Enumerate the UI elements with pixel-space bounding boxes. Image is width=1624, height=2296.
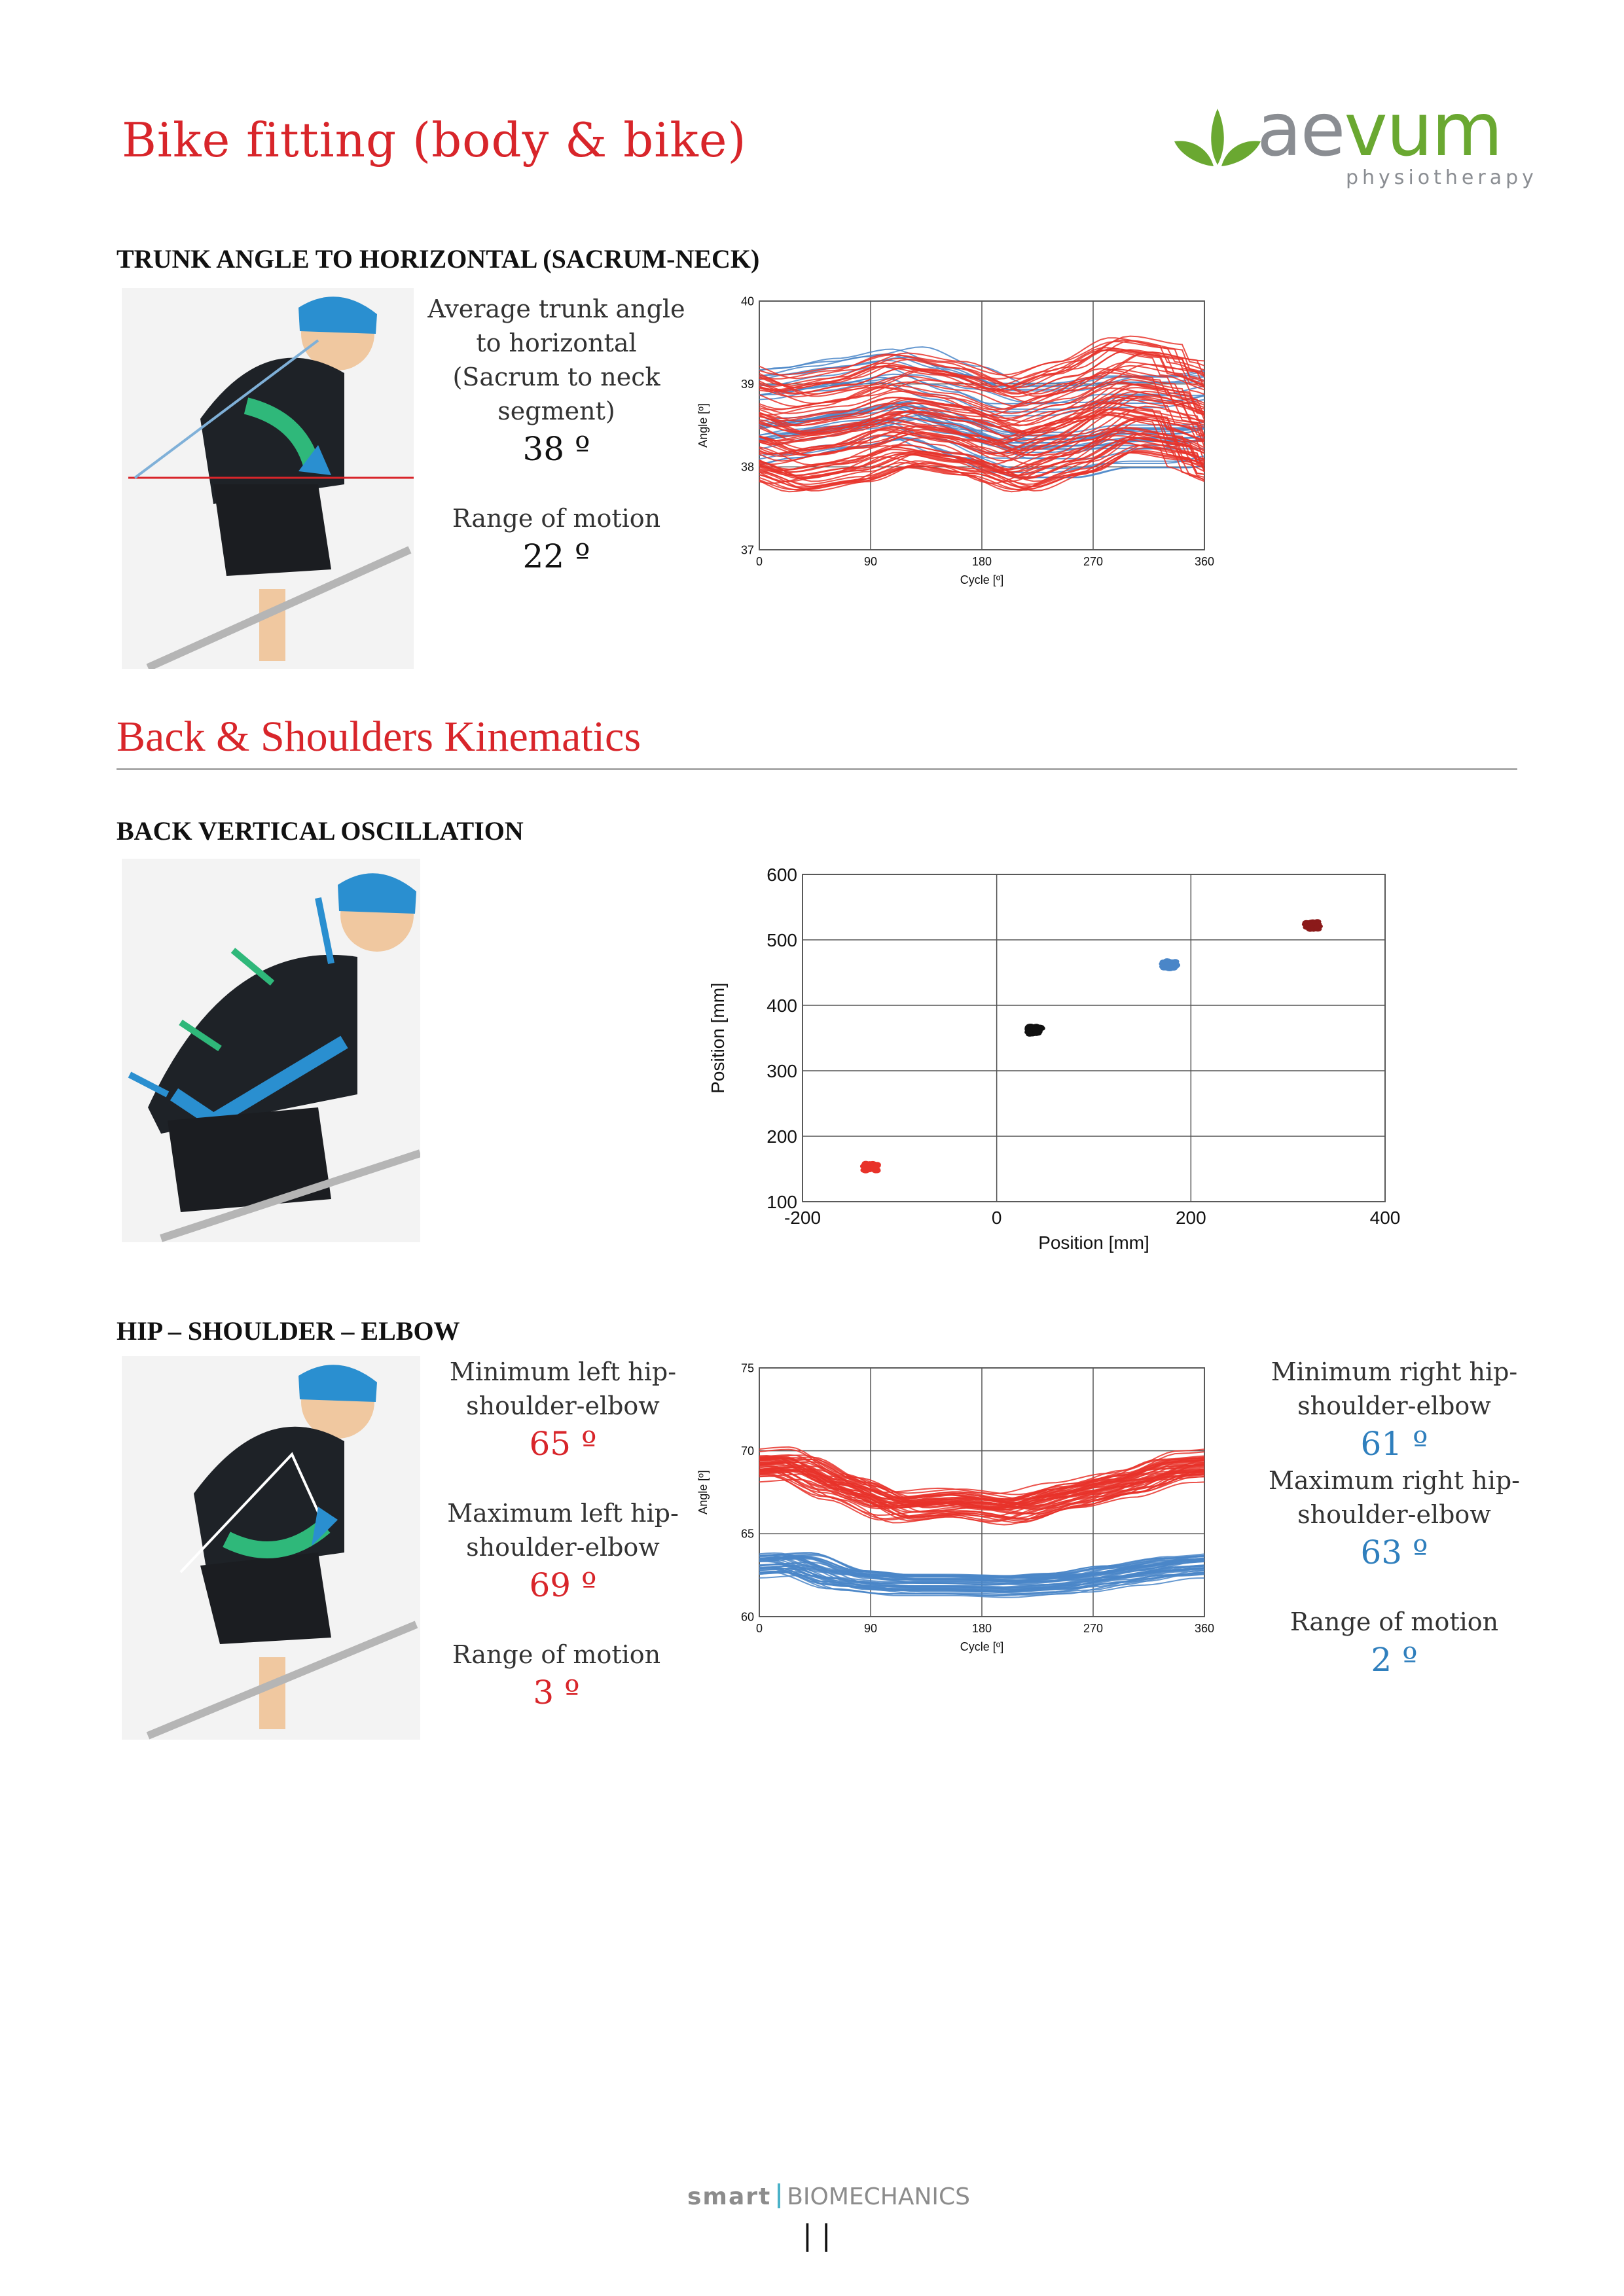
hse-max-right-value: 63 º — [1360, 1534, 1428, 1571]
trunk-avg-label: Average trunk angle to horizontal (Sacrum to neck segment) — [427, 295, 685, 425]
x-tick-label: 0 — [991, 1208, 1002, 1228]
hse-max-left-label: Maximum left hip-shoulder-elbow — [447, 1499, 679, 1562]
trunk-angle-chart — [687, 288, 1224, 589]
y-tick-label: 100 — [767, 1191, 797, 1212]
x-tick-label: 360 — [1194, 555, 1215, 568]
x-tick-label: 180 — [971, 555, 992, 568]
hse-rom-right-value: 2 º — [1371, 1641, 1418, 1679]
hse-min-left-value: 65 º — [529, 1425, 597, 1463]
y-tick-label: 500 — [767, 929, 797, 950]
page-number: | | — [803, 2219, 831, 2252]
hse-max-left-value: 69 º — [529, 1566, 597, 1604]
x-axis-label: Cycle [º] — [960, 1640, 1004, 1653]
x-tick-label: 200 — [1175, 1208, 1206, 1228]
plot-area — [803, 874, 1385, 1202]
y-tick-label: 39 — [740, 377, 754, 391]
rider-image-hse — [122, 1356, 420, 1740]
x-tick-label: 270 — [1083, 1622, 1104, 1635]
x-tick-label: 400 — [1369, 1208, 1401, 1228]
hip-shoulder-elbow-chart — [687, 1355, 1224, 1662]
y-axis-label: Angle [º] — [696, 403, 710, 448]
section-title: Back & Shoulders Kinematics — [117, 713, 641, 761]
leaf-icon — [1172, 105, 1263, 170]
hse-min-right-value: 61 º — [1360, 1425, 1428, 1463]
x-tick-label: 360 — [1194, 1622, 1215, 1635]
page-title: Bike fitting (body & bike) — [122, 113, 747, 168]
y-tick-label: 400 — [767, 995, 797, 1016]
x-axis-label: Cycle [º] — [960, 573, 1004, 586]
y-tick-label: 600 — [767, 864, 797, 885]
y-tick-label: 300 — [767, 1060, 797, 1081]
y-axis-label: Position [mm] — [708, 982, 728, 1094]
x-tick-label: 0 — [755, 555, 763, 568]
x-tick-label: 270 — [1083, 555, 1104, 568]
y-tick-label: 70 — [740, 1444, 754, 1458]
hse-min-right-label: Minimum right hip-shoulder-elbow — [1271, 1357, 1518, 1420]
scatter-point-blue — [1164, 958, 1172, 963]
x-tick-label: 0 — [755, 1622, 763, 1635]
logo-word-ae: ae — [1257, 88, 1344, 173]
hse-rom-right-label: Range of motion — [1290, 1607, 1499, 1636]
hse-rom-left-stat — [425, 1638, 687, 1713]
footer-brand — [687, 2183, 970, 2210]
hse-max-left-stat — [439, 1496, 687, 1606]
logo-subtitle: physiotherapy — [1346, 166, 1538, 189]
x-tick-label: 90 — [863, 555, 878, 568]
hse-min-left-label: Minimum left hip-shoulder-elbow — [449, 1357, 677, 1420]
y-tick-label: 200 — [767, 1126, 797, 1147]
y-tick-label: 60 — [740, 1610, 754, 1624]
y-tick-label: 65 — [740, 1527, 754, 1541]
trunk-avg-value: 38 º — [522, 430, 590, 468]
x-tick-label: 90 — [863, 1622, 878, 1635]
y-axis-label: Angle [º] — [696, 1470, 710, 1515]
hse-heading: HIP – SHOULDER – ELBOW — [117, 1316, 460, 1346]
back-oscillation-chart — [687, 857, 1420, 1263]
scatter-point-black — [1032, 1031, 1040, 1036]
y-tick-label: 40 — [740, 295, 754, 308]
section-divider — [117, 768, 1517, 770]
y-tick-label: 38 — [740, 460, 754, 474]
x-axis-label: Position [mm] — [1038, 1232, 1149, 1253]
y-tick-label: 37 — [740, 543, 754, 557]
trunk-rom-stat — [425, 501, 687, 577]
hse-max-right-label: Maximum right hip-shoulder-elbow — [1268, 1466, 1521, 1529]
hse-max-right-stat — [1263, 1463, 1525, 1573]
scatter-point-red — [863, 1166, 871, 1172]
footer-brand-divider — [778, 2183, 780, 2208]
logo-wordmark — [1257, 88, 1502, 173]
oscillation-heading: BACK VERTICAL OSCILLATION — [117, 816, 524, 846]
hse-rom-left-value: 3 º — [533, 1674, 580, 1712]
scatter-point-blue — [1172, 959, 1180, 964]
rider-image-trunk — [122, 288, 414, 669]
logo-word-vum: vum — [1344, 88, 1502, 173]
y-tick-label: 75 — [740, 1361, 754, 1375]
x-tick-label: -200 — [784, 1208, 821, 1228]
x-tick-label: 180 — [971, 1622, 992, 1635]
trunk-avg-stat — [425, 292, 687, 470]
hse-min-right-stat — [1263, 1355, 1525, 1465]
scatter-point-red — [870, 1166, 878, 1171]
trunk-rom-value: 22 º — [522, 537, 590, 575]
hse-rom-right-stat — [1263, 1605, 1525, 1681]
rider-image-oscillation — [122, 859, 420, 1242]
footer-brand-bold: smart — [687, 2183, 772, 2210]
footer-brand-light: BIOMECHANICS — [787, 2183, 971, 2210]
trunk-heading: TRUNK ANGLE TO HORIZONTAL (SACRUM-NECK) — [117, 244, 760, 274]
aevum-logo — [1172, 88, 1538, 190]
hse-rom-left-label: Range of motion — [452, 1640, 661, 1669]
trunk-rom-label: Range of motion — [452, 504, 661, 533]
scatter-point-darkred — [1309, 921, 1317, 926]
hse-min-left-stat — [439, 1355, 687, 1465]
